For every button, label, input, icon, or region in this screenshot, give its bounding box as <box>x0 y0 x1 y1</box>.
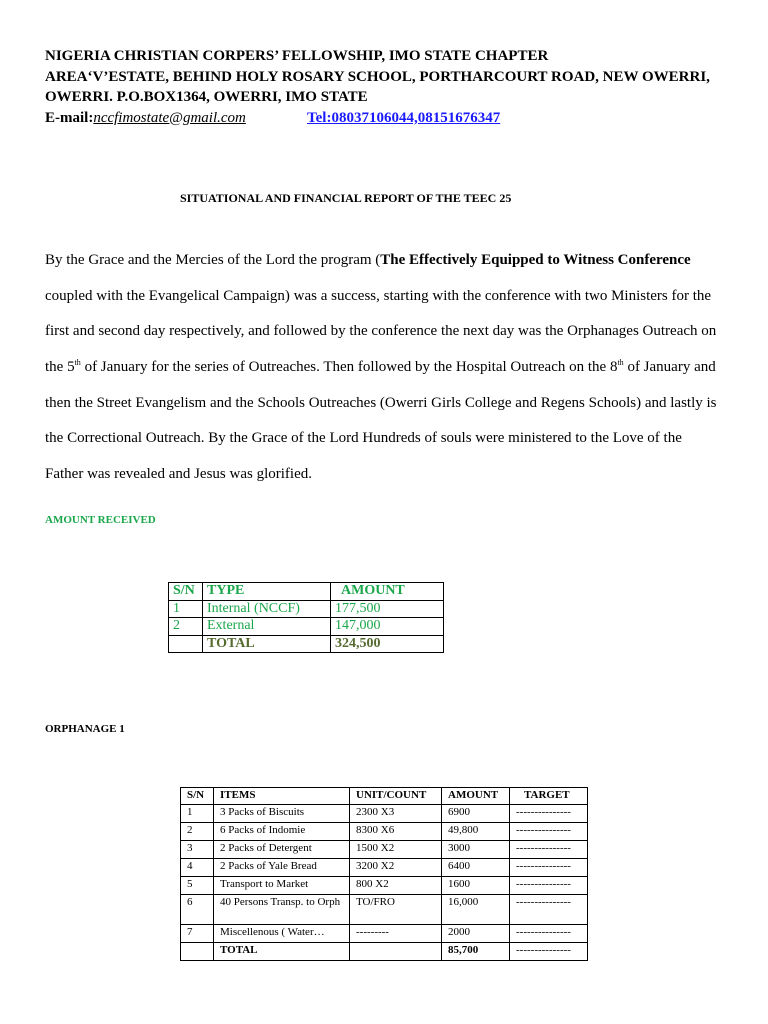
total-label: TOTAL <box>214 943 350 961</box>
cell-sn: 1 <box>181 805 214 823</box>
paragraph-line: first and second day respectively, and followed by the conference the next day was the Orphanages Outreach on <box>45 323 717 339</box>
cell-sn: 2 <box>181 823 214 841</box>
total-label: TOTAL <box>203 635 331 653</box>
column-header: S/N <box>169 583 203 601</box>
tel-text[interactable]: Tel:08037106044,08151676347 <box>307 109 501 126</box>
table-row <box>181 877 588 895</box>
paragraph-line: Father was revealed and Jesus was glorified. <box>45 465 312 482</box>
cell-amount: 6900 <box>442 805 510 823</box>
ordinal-sup: th <box>74 357 81 367</box>
column-header: TYPE <box>203 583 331 601</box>
conference-name: The Effectively Equipped to Witness Conference <box>380 252 691 268</box>
report-title: SITUATIONAL AND FINANCIAL REPORT OF THE TEEC 25 <box>180 191 512 205</box>
total-row <box>181 943 588 961</box>
cell-amount: 177,500 <box>331 600 444 618</box>
text-span: the 5 <box>45 358 75 375</box>
orphanage-items-table <box>180 787 588 961</box>
paragraph-line <box>45 252 691 269</box>
text-span: of January for the series of Outreaches. Then followed by the Hospital Outreach on the 8 <box>80 358 618 375</box>
paragraph-line: the Correctional Outreach. By the Grace of the Lord Hundreds of souls were ministered to the Love of the <box>45 430 682 446</box>
cell-amount: 2000 <box>442 925 510 943</box>
cell-target: --------------- <box>510 841 588 859</box>
cell-target: --------------- <box>510 805 588 823</box>
ordinal-sup: th <box>617 357 624 367</box>
cell-sn: 5 <box>181 877 214 895</box>
cell-item: Miscellenous ( Water… <box>214 925 350 943</box>
paragraph-line: then the Street Evangelism and the Schools Outreaches (Owerri Girls College and Regens Schools) and lastly is <box>45 394 717 411</box>
total-amount: 324,500 <box>331 635 444 653</box>
table-row <box>169 618 444 636</box>
cell-amount: 6400 <box>442 859 510 877</box>
cell-unit: 8300 X6 <box>350 823 442 841</box>
cell-target: --------------- <box>510 823 588 841</box>
cell-empty <box>169 635 203 653</box>
cell-unit: 1500 X2 <box>350 841 442 859</box>
cell-amount: 147,000 <box>331 618 444 636</box>
table-row <box>181 925 588 943</box>
column-header: TARGET <box>510 788 588 805</box>
amount-received-heading: AMOUNT RECEIVED <box>45 514 156 526</box>
cell-item: 6 Packs of Indomie <box>214 823 350 841</box>
contact-line <box>45 108 246 129</box>
cell-sn: 3 <box>181 841 214 859</box>
cell-unit: --------- <box>350 925 442 943</box>
cell-sn: 1 <box>169 600 203 618</box>
cell-target: --------------- <box>510 859 588 877</box>
cell-unit: 3200 X2 <box>350 859 442 877</box>
table-header-row <box>169 583 444 601</box>
email-link[interactable]: nccfimostate@gmail.com <box>93 109 246 126</box>
cell-empty <box>350 943 442 961</box>
cell-target: --------------- <box>510 877 588 895</box>
column-header: S/N <box>181 788 214 805</box>
cell-sn: 4 <box>181 859 214 877</box>
cell-target: --------------- <box>510 943 588 961</box>
amount-received-table <box>168 582 444 653</box>
total-row <box>169 635 444 653</box>
cell-item: 3 Packs of Biscuits <box>214 805 350 823</box>
cell-target: --------------- <box>510 925 588 943</box>
cell-sn: 6 <box>181 895 214 925</box>
table-row <box>181 859 588 877</box>
org-name: NIGERIA CHRISTIAN CORPERS’ FELLOWSHIP, IMO STATE CHAPTER <box>45 48 549 64</box>
table-header-row <box>181 788 588 805</box>
text-span: of January and <box>623 358 716 375</box>
tel-link[interactable] <box>307 108 500 129</box>
org-po-box: OWERRI. P.O.BOX1364, OWERRI, IMO STATE <box>45 89 368 105</box>
column-header: UNIT/COUNT <box>350 788 442 805</box>
cell-item: 2 Packs of Yale Bread <box>214 859 350 877</box>
orphanage-heading: ORPHANAGE 1 <box>45 723 125 735</box>
org-address-line: AREA‘V’ESTATE, BEHIND HOLY ROSARY SCHOOL, PORTHARCOURT ROAD, NEW OWERRI, <box>45 68 710 85</box>
table-row <box>181 823 588 841</box>
cell-target: --------------- <box>510 895 588 925</box>
cell-item: 2 Packs of Detergent <box>214 841 350 859</box>
cell-type: Internal (NCCF) <box>203 600 331 618</box>
cell-amount: 16,000 <box>442 895 510 925</box>
cell-unit: TO/FRO <box>350 895 442 925</box>
total-amount: 85,700 <box>442 943 510 961</box>
cell-sn: 7 <box>181 925 214 943</box>
paragraph-line <box>45 359 716 376</box>
column-header: AMOUNT <box>442 788 510 805</box>
cell-item: 40 Persons Transp. to Orph <box>214 895 350 925</box>
table-row <box>181 841 588 859</box>
cell-unit: 800 X2 <box>350 877 442 895</box>
cell-item: Transport to Market <box>214 877 350 895</box>
column-header: ITEMS <box>214 788 350 805</box>
text-span: By the Grace and the Mercies of the Lord the program ( <box>45 252 381 268</box>
cell-amount: 3000 <box>442 841 510 859</box>
cell-empty <box>181 943 214 961</box>
cell-unit: 2300 X3 <box>350 805 442 823</box>
cell-sn: 2 <box>169 618 203 636</box>
cell-amount: 49,800 <box>442 823 510 841</box>
email-label: E-mail: <box>45 109 94 126</box>
table-row <box>181 895 588 925</box>
cell-amount: 1600 <box>442 877 510 895</box>
table-row <box>169 600 444 618</box>
table-row <box>181 805 588 823</box>
column-header: AMOUNT <box>331 583 444 601</box>
paragraph-line: coupled with the Evangelical Campaign) was a success, starting with the conference with two Ministers for the <box>45 287 712 304</box>
cell-type: External <box>203 618 331 636</box>
